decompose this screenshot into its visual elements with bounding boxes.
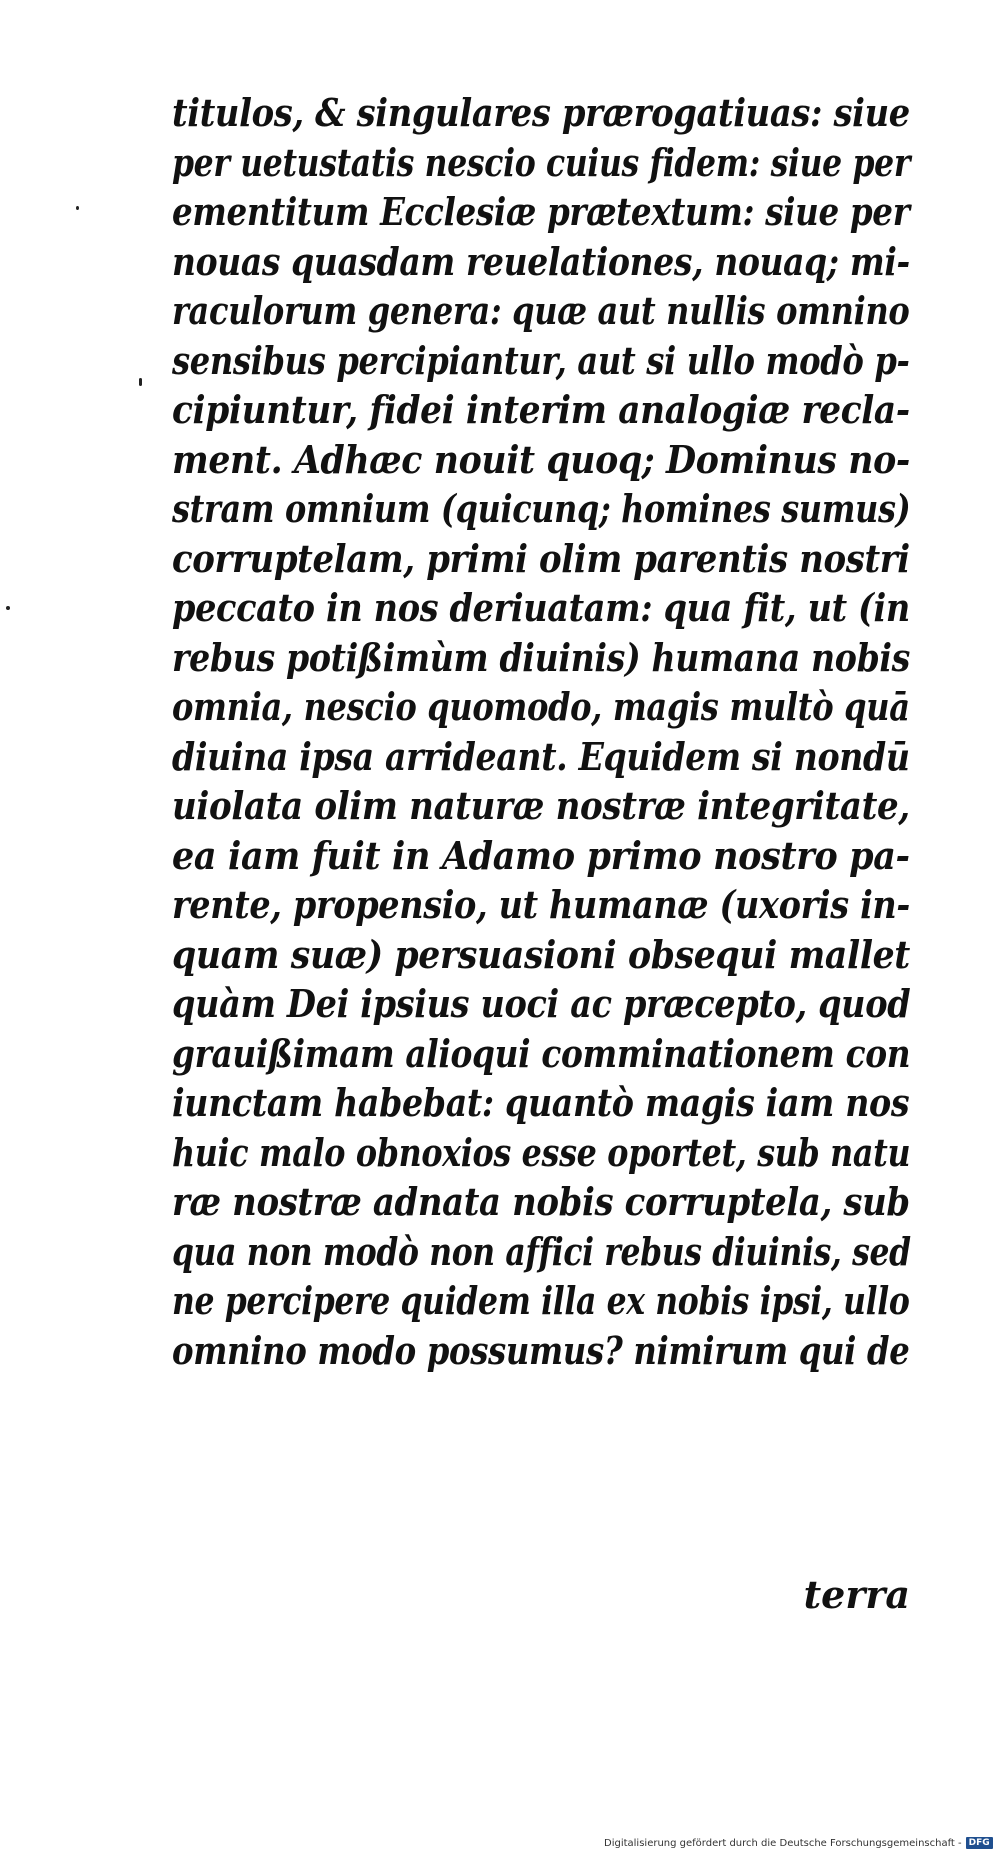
text-line: omnino modo possumus? nimirum qui de: [172, 1327, 910, 1373]
text-line: sensibus percipiantur, aut si ullo modò p-: [172, 337, 910, 383]
digitization-credit: [604, 1836, 993, 1850]
ink-speck: [76, 206, 79, 210]
text-line: quam suæ) persuasioni obsequi mallet: [172, 931, 910, 977]
catchword: terra: [803, 1572, 910, 1617]
text-line: ment. Adhæc nouit quoq; Dominus no-: [172, 436, 910, 482]
text-line: grauißimam alioqui comminationem con: [172, 1030, 911, 1076]
text-line: nouas quasdam reuelationes, nouaq; mi-: [172, 238, 910, 284]
text-line: ræ nostræ adnata nobis corruptela, sub: [172, 1179, 910, 1224]
text-line: peccato in nos deriuatam: qua fit, ut (in: [172, 585, 910, 630]
text-line: ementitum Ecclesiæ prætextum: siue per: [172, 189, 910, 234]
text-line: ea iam fuit in Adamo primo nostro pa-: [172, 832, 910, 878]
ink-speck: [6, 606, 10, 610]
text-line: ne percipere quidem illa ex nobis ipsi, ullo: [172, 1278, 910, 1323]
text-line: diuina ipsa arrideant. Equidem si nondū: [172, 733, 910, 779]
text-line: huic malo obnoxios esse oportet, sub natu: [172, 1129, 911, 1175]
text-line: quàm Dei ipsius uoci ac præcepto, quod: [172, 981, 911, 1026]
text-line: qua non modò non affici rebus diuinis, sed: [172, 1228, 911, 1274]
text-line: rebus potißimùm diuinis) humana nobis: [172, 634, 911, 680]
text-line: stram omnium (quicunq; homines sumus): [172, 486, 911, 531]
text-line: omnia, nescio quomodo, magis multò quā: [172, 684, 910, 729]
footer-text: Digitalisierung gefördert durch die Deutsche Forschungsgemeinschaft -: [604, 1837, 962, 1849]
text-line: raculorum genera: quæ aut nullis omnino: [172, 288, 910, 333]
text-line: iunctam habebat: quantò magis iam nos: [172, 1080, 910, 1125]
text-line: cipiuntur, fidei interim analogiæ recla-: [172, 387, 910, 432]
dfg-logo: DFG: [966, 1837, 993, 1849]
text-line: rente, propensio, ut humanæ (uxoris in-: [172, 882, 910, 927]
text-line: titulos, & singulares prærogatiuas: siue: [172, 90, 910, 135]
text-line: uiolata olim naturæ nostræ integritate,: [172, 783, 910, 828]
ink-speck: [139, 378, 142, 386]
body-text: [172, 88, 910, 1375]
text-line: corruptelam, primi olim parentis nostri: [172, 535, 910, 581]
text-line: per uetustatis nescio cuius fidem: siue per: [172, 139, 911, 185]
